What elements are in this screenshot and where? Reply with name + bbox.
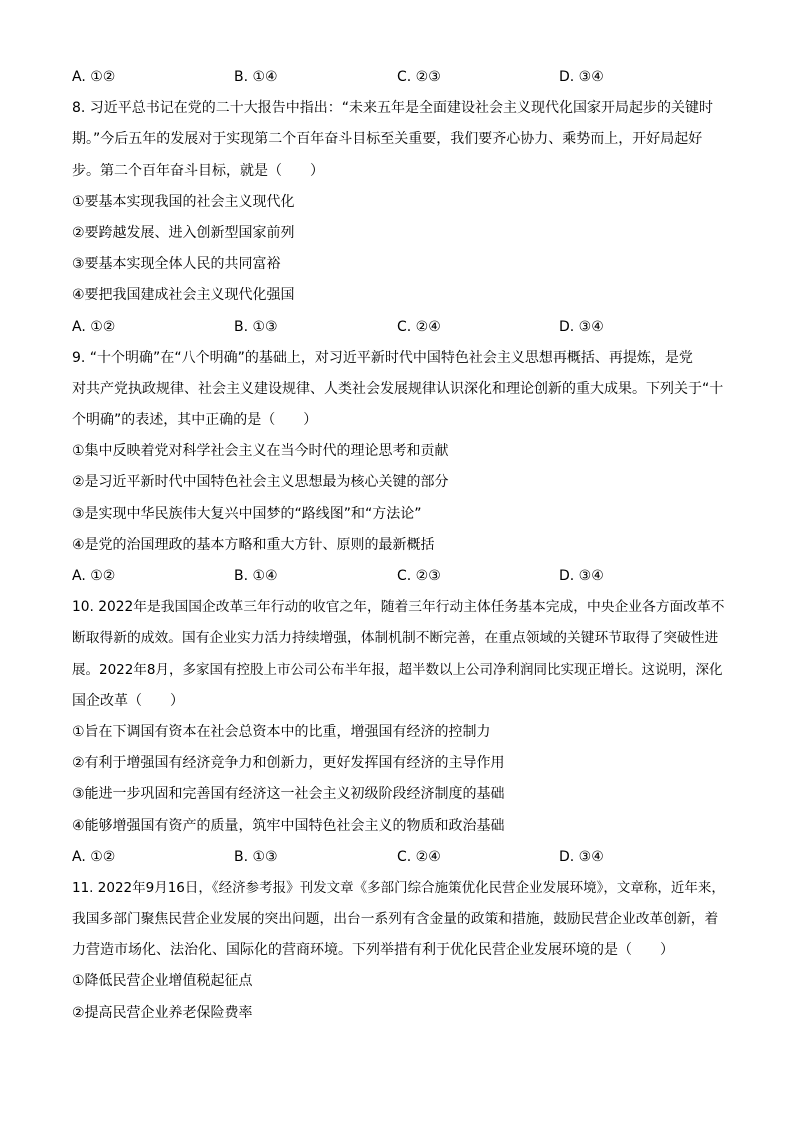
q8-statement-1: ①要基本实现我国的社会主义现代化: [72, 193, 295, 210]
q8-stem-line: 8. 习近平总书记在党的二十大报告中指出：“未来五年是全面建设社会主义现代化国家开局起步的关键时: [72, 100, 714, 117]
q9-option-b[interactable]: B. ①④: [234, 568, 278, 584]
q9-options: [72, 561, 727, 592]
q11-stem-line: 11. 2022年9月16日，《经济参考报》刊发文章《多部门综合施策优化民营企业发展环境》，文章称，近年来，: [72, 879, 725, 896]
q9-stem-line: 9. “十个明确”在“八个明确”的基础上，对习近平新时代中国特色社会主义思想再概括、再提炼，是党: [72, 349, 693, 366]
question-10: [72, 592, 727, 873]
exam-page: [72, 62, 727, 1029]
q11-stem-line: 我国多部门聚焦民营企业发展的突出问题，出台一系列有含金量的政策和措施，鼓励民营企业改革创新，着: [72, 911, 719, 928]
q9-option-c[interactable]: C. ②③: [397, 568, 441, 584]
q10-options: [72, 842, 727, 873]
q10-statement-1: ①旨在下调国有资本在社会总资本中的比重，增强国有经济的控制力: [72, 723, 491, 740]
q10-option-d[interactable]: D. ③④: [559, 848, 604, 865]
q8-option-c[interactable]: C. ②④: [397, 318, 441, 335]
q10-statement-3: ③能进一步巩固和完善国有经济这一社会主义初级阶段经济制度的基础: [72, 786, 505, 803]
q10-option-c[interactable]: C. ②④: [397, 848, 441, 865]
q8-option-d[interactable]: D. ③④: [559, 318, 604, 335]
q9-option-d[interactable]: D. ③④: [559, 568, 604, 584]
q7-option-a[interactable]: A. ①②: [72, 69, 116, 85]
q8-stem-line: 步。第二个百年奋斗目标，就是（ ）: [72, 162, 324, 179]
q8-option-b[interactable]: B. ①③: [234, 318, 278, 335]
q9-option-a[interactable]: A. ①②: [72, 568, 116, 584]
q7-option-c[interactable]: C. ②③: [397, 69, 441, 85]
question-8: [72, 93, 727, 343]
q8-option-a[interactable]: A. ①②: [72, 318, 116, 335]
q10-statement-4: ④能够增强国有资产的质量，筑牢中国特色社会主义的物质和政治基础: [72, 817, 505, 834]
q8-stem-line: 期。”今后五年的发展对于实现第二个百年奋斗目标至关重要，我们要齐心协力、乘势而上，开好局起好: [72, 131, 703, 148]
q11-stem-line: 力营造市场化、法治化、国际化的营商环境。下列举措有利于优化民营企业发展环境的是（ ）: [72, 942, 674, 959]
q9-statement-2: ②是习近平新时代中国特色社会主义思想最为核心关键的部分: [72, 474, 449, 491]
q9-statement-3: ③是实现中华民族伟大复兴中国梦的“路线图”和“方法论”: [72, 505, 422, 522]
q10-stem-line: 国企改革（ ）: [72, 692, 184, 709]
q8-statement-4: ④要把我国建成社会主义现代化强国: [72, 287, 295, 304]
q9-stem-line: 个明确”的表述，其中正确的是（ ）: [72, 412, 318, 429]
q9-stem-line: 对共产党执政规律、社会主义建设规律、人类社会发展规律认识深化和理论创新的重大成果。下列关于“十: [72, 380, 724, 397]
question-11: [72, 873, 727, 1029]
q9-statement-4: ④是党的治国理政的基本方略和重大方针、原则的最新概括: [72, 536, 435, 553]
q8-statement-2: ②要跨越发展、进入创新型国家前列: [72, 224, 295, 241]
q10-stem-line: 展。2022年8月，多家国有控股上市公司公布半年报，超半数以上公司净利润同比实现正增长。这说明，深化: [72, 661, 723, 678]
q10-stem-line: 断取得新的成效。国有企业实力活力持续增强，体制机制不断完善，在重点领域的关键环节取得了突破性进: [72, 630, 719, 647]
q10-option-b[interactable]: B. ①③: [234, 848, 278, 865]
q7-option-d[interactable]: D. ③④: [559, 69, 604, 85]
q7-options: [72, 62, 727, 93]
q10-stem-line: 10. 2022年是我国国企改革三年行动的收官之年，随着三年行动主体任务基本完成，中央企业各方面改革不: [72, 599, 725, 616]
q9-statement-1: ①集中反映着党对科学社会主义在当今时代的理论思考和贡献: [72, 443, 449, 460]
q7-option-b[interactable]: B. ①④: [234, 69, 278, 85]
q10-statement-2: ②有利于增强国有经济竞争力和创新力，更好发挥国有经济的主导作用: [72, 755, 505, 772]
q10-option-a[interactable]: A. ①②: [72, 848, 116, 865]
q11-statement-2: ②提高民营企业养老保险费率: [72, 1004, 253, 1021]
q8-statement-3: ③要基本实现全体人民的共同富裕: [72, 256, 281, 273]
q8-options: [72, 312, 727, 343]
q11-statement-1: ①降低民营企业增值税起征点: [72, 973, 253, 990]
question-9: [72, 343, 727, 593]
